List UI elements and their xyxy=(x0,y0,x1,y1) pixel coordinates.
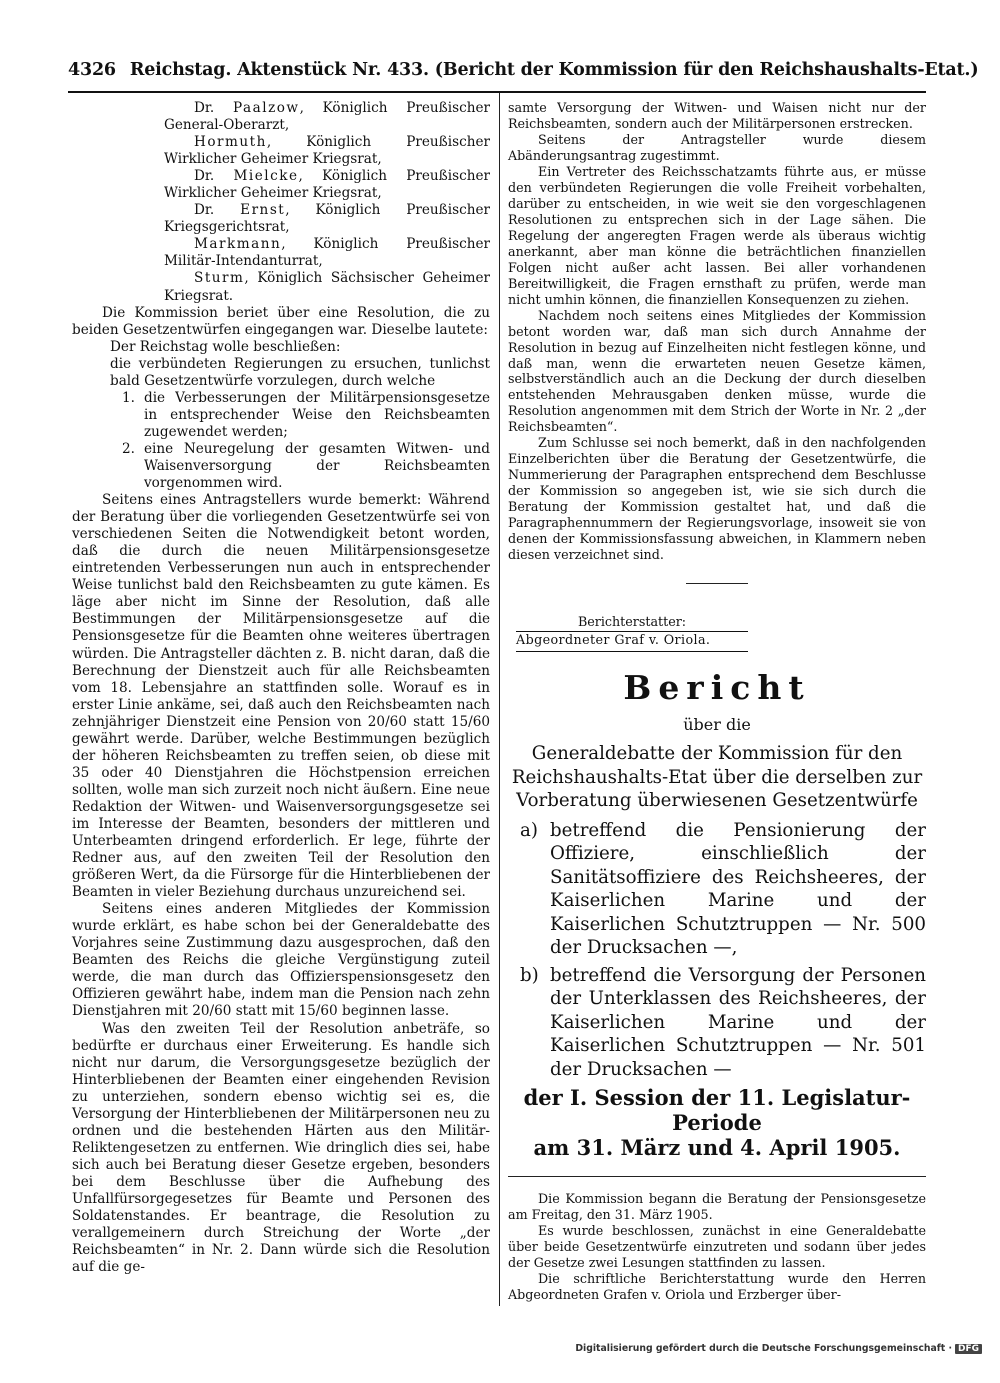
member-name: Ernst xyxy=(240,202,286,219)
report-title: Bericht xyxy=(623,668,811,708)
report-items xyxy=(508,819,926,1082)
list-marker: a) xyxy=(520,819,538,841)
dfg-logo: DFG xyxy=(955,1344,982,1354)
member-entry xyxy=(72,168,490,202)
member-entry xyxy=(72,236,490,270)
column-divider xyxy=(499,93,500,1306)
header-rule xyxy=(68,91,926,93)
list-item xyxy=(110,390,490,441)
session-heading xyxy=(508,1085,926,1160)
paragraph: Nachdem noch seitens eines Mitgliedes der Kommission betont worden war, daß man sich durch Annahme der Resolution in bezug auf Einzelheiten nicht festlegen könne, und daß man, wenn die erwarteten neuen Gesetze kämen, selbstverständlich auch an die Deckung der durch dieselben entstehenden Mehrausgaben denken müsse, wurde die Resolution angenommen mit dem Strich der Worte in Nr. 2 „der Reichsbeamten“. xyxy=(508,307,926,435)
paragraph: Die Kommission beriet über eine Resolution, die zu beiden Gesetzentwürfen eingegangen war. Dieselbe lautete: xyxy=(72,304,490,338)
paragraph: Ein Vertreter des Reichsschatzamts führte aus, er müsse den verbündeten Regierungen die volle Freiheit vorbehalten, darüber zu entscheiden, in wie weit sie den vorgeschlagenen Resolutionen zu entsprechen sich in der Lage sähen. Die Regelung der angeregten Fragen werde als überaus wichtig anerkannt, aber man könne die beträchtlichen finanziellen Folgen nicht außer acht lassen. Bei aller vorhandenen Bereitwilligkeit, die Fragen ernsthaft zu prüfen, werde man nicht umhin können, die finanziellen Konsequenzen zu ziehen. xyxy=(508,163,926,307)
member-title: , Königlich Preußischer Militär-Intendanturrat, xyxy=(164,236,490,270)
section-divider xyxy=(686,583,748,584)
report-description: Generaldebatte der Kommission für den Reichshaushalts-Etat über die derselben zur Vorberatung überwiesenen Gesetzentwürfe xyxy=(511,743,923,812)
commission-members-list xyxy=(72,100,490,305)
list-marker: b) xyxy=(520,964,539,986)
rapporteur-name: Abgeordneter Graf v. Oriola. xyxy=(516,632,711,648)
page-number: 4326 xyxy=(68,60,116,80)
member-entry xyxy=(72,100,490,134)
footer-text: Digitalisierung gefördert durch die Deutsche Forschungsgemeinschaft · xyxy=(575,1343,952,1354)
member-name: Markmann xyxy=(194,236,282,253)
paragraph: Seitens eines anderen Mitgliedes der Kommission wurde erklärt, es habe schon bei der Generaldebatte des Vorjahres seine Zustimmung dazu ausgesprochen, daß den Beamten des Reichs die gleiche Vergünstigung zuteil werde, die man durch das Offizierspensionsgesetz den Offizieren gewährt habe, indem man die Pension nach zehn Dienstjahren mit 20/60 statt mit 15/60 beginnen lasse. xyxy=(72,901,490,1020)
session-line: der I. Session der 11. Legislatur-Periode xyxy=(523,1085,911,1136)
rapporteur-rule xyxy=(516,651,748,652)
rapporteur-block xyxy=(516,614,748,652)
session-rule xyxy=(508,1176,926,1177)
paragraph: Seitens eines Antragstellers wurde bemerkt: Während der Beratung über die vorliegenden Gesetzentwürfe sei von verschiedenen Seiten die Notwendigkeit betont worden, daß die durch die neuen Militärpensionsgesetze eintretenden Verbesserungen nun auch in entsprechender Weise tunlichst bald den Reichsbeamten zu gute kämen. Es läge aber nicht im Sinne der Resolution, daß alle Bestimmungen der Militärpensionsgesetze auf die Pensionsgesetze für die Beamten ohne weiteres übertragen würden. Die Antragsteller dächten z. B. nicht daran, daß die Berechnung der Dienstzeit auch für alle Reichsbeamten vom 18. Lebensjahre an stattfinden solle. Worauf es in erster Linie ankäme, sei, daß auch den Reichsbeamten nach zehnjähriger Dienstzeit eine Pension von 20/60 statt 15/60 gewährt werde. Darüber, welche Bestimmungen bezüglich der höheren Reichsbeamten zu treffen seien, ob diese mit 35 oder 40 Dienstjahren die Höchstpension erreichen sollten, wolle man sich zurzeit noch nicht äußern. Eine neue Redaktion der Witwen- und Waisenversorgungsgesetze sei im Interesse der Beamten, besonders der mittleren und Unterbeamten dringend erforderlich. Er lege, führte der Redner aus, auf den zweiten Teil der Resolution den größeren Wert, da die Fürsorge für die Hinterbliebenen der Beamten in vieler Beziehung durchaus unzureichend sei. xyxy=(72,492,490,901)
paragraph: Zum Schlusse sei noch bemerkt, daß in den nachfolgenden Einzelberichten über die Beratung der Gesetzentwürfe, die Nummerierung der Paragraphen entsprechend dem Beschlusse der Kommission so angegeben ist, wie sie sich durch die Beratung der Kommission gestaltet hat, und daß die Paragraphennummern der Regierungsvorlage, insoweit sie von denen der Kommissionsfassung abweichen, in Klammern neben diesen verzeichnet sind. xyxy=(508,435,926,563)
page-header xyxy=(68,60,979,90)
list-item xyxy=(508,819,926,960)
member-name: Hormuth xyxy=(194,134,267,151)
member-name: Sturm xyxy=(194,270,245,287)
member-title: , Königlich Sächsischer Geheimer Kriegsrat. xyxy=(164,270,490,304)
digitization-footer xyxy=(575,1343,982,1354)
resolution-quote xyxy=(110,339,490,492)
paragraph: Die schriftliche Berichterstattung wurde den Herren Abgeordneten Grafen v. Oriola und Erzberger über- xyxy=(508,1270,926,1302)
paragraph: Seitens der Antragsteller wurde diesem Abänderungsantrag zugestimmt. xyxy=(508,131,926,163)
member-name: Paalzow xyxy=(232,100,300,116)
resolution-items xyxy=(110,390,490,492)
member-entry xyxy=(72,270,490,304)
quote-intro: Der Reichstag wolle beschließen: xyxy=(110,338,341,355)
left-column xyxy=(72,100,490,1276)
member-entry xyxy=(72,202,490,236)
paragraph: samte Versorgung der Witwen- und Waisen nicht nur der Reichsbeamten, sondern auch der Militärpersonen erstrecken. xyxy=(508,100,926,131)
paragraph: Es wurde beschlossen, zunächst in eine Generaldebatte über beide Gesetzentwürfe einzutreten und sodann über jedes der Gesetze zwei Lesungen stattfinden zu lassen. xyxy=(508,1222,926,1270)
running-title: Reichstag. Aktenstück Nr. 433. (Bericht der Kommission für den Reichshaushalts-Etat.) xyxy=(129,60,979,80)
list-item xyxy=(508,964,926,1082)
rapporteur-label: Berichterstatter: xyxy=(577,614,687,630)
right-column xyxy=(508,100,926,1303)
list-text: eine Neuregelung der gesamten Witwen- und Waisenversorgung der Reichsbeamten vorgenommen wird. xyxy=(144,440,490,492)
member-prefix: Dr. xyxy=(194,168,234,185)
report-subtitle: über die xyxy=(683,715,751,735)
list-item xyxy=(110,441,490,492)
member-name: Mielcke xyxy=(233,168,299,185)
list-text: die Verbesserungen der Militärpensionsgesetze in entsprechender Weise den Reichsbeamten zugewendet werden; xyxy=(144,389,490,440)
member-title: , Königlich Preußischer Wirklicher Geheimer Kriegsrat, xyxy=(164,168,490,202)
list-marker: 2. xyxy=(122,440,135,457)
session-date: am 31. März und 4. April 1905. xyxy=(533,1135,901,1161)
member-prefix: Dr. xyxy=(194,202,241,219)
member-prefix: Dr. xyxy=(194,100,233,116)
member-title: , Königlich Preußischer General-Oberarzt, xyxy=(164,100,490,134)
list-text: betreffend die Versorgung der Personen der Unterklassen des Reichsheeres, der Kaiserlichen Marine und der Kaiserlichen Schutztruppen — Nr. 501 der Drucksachen — xyxy=(550,964,926,1080)
member-entry xyxy=(72,134,490,168)
list-text: betreffend die Pensionierung der Offiziere, einschließlich der Sanitätsoffiziere des Reichsheeres, der Kaiserlichen Marine und der Kaiserlichen Schutztruppen — Nr. 500 der Drucksachen —, xyxy=(550,819,926,959)
member-title: , Königlich Preußischer Kriegsgerichtsrat, xyxy=(164,202,490,236)
list-marker: 1. xyxy=(122,389,135,406)
member-title: , Königlich Preußischer Wirklicher Geheimer Kriegsrat, xyxy=(164,134,490,168)
quote-body: die verbündeten Regierungen zu ersuchen, tunlichst bald Gesetzentwürfe vorzulegen, durch welche xyxy=(110,355,490,389)
paragraph: Was den zweiten Teil der Resolution anbeträfe, so bedürfte er durchaus einer Erweiterung. Es handle sich nicht nur darum, die Versorgungsgesetze bezüglich der Hinterbliebenen der Beamten einer eingehenden Revision zu unterziehen, sondern ebenso wichtig sei es, die Versorgung der Hinterbliebenen der Militärpersonen neu zu ordnen und die bestehenden Härten aus den Militär-Reliktengesetzen zu entfernen. Wie dringlich dies sei, habe sich auch bei Beratung dieser Gesetze ergeben, besonders bei dem Beschlusse über die Aufhebung des Unfallfürsorgegesetzes für Beamte und Personen des Soldatenstandes. Er beantrage, die Resolution zu verallgemeinern durch Streichung der Worte „der Reichsbeamten“ in Nr. 2. Dann würde sich die Resolution auf die ge- xyxy=(72,1020,490,1276)
paragraph: Die Kommission begann die Beratung der Pensionsgesetze am Freitag, den 31. März 1905. xyxy=(508,1191,926,1222)
